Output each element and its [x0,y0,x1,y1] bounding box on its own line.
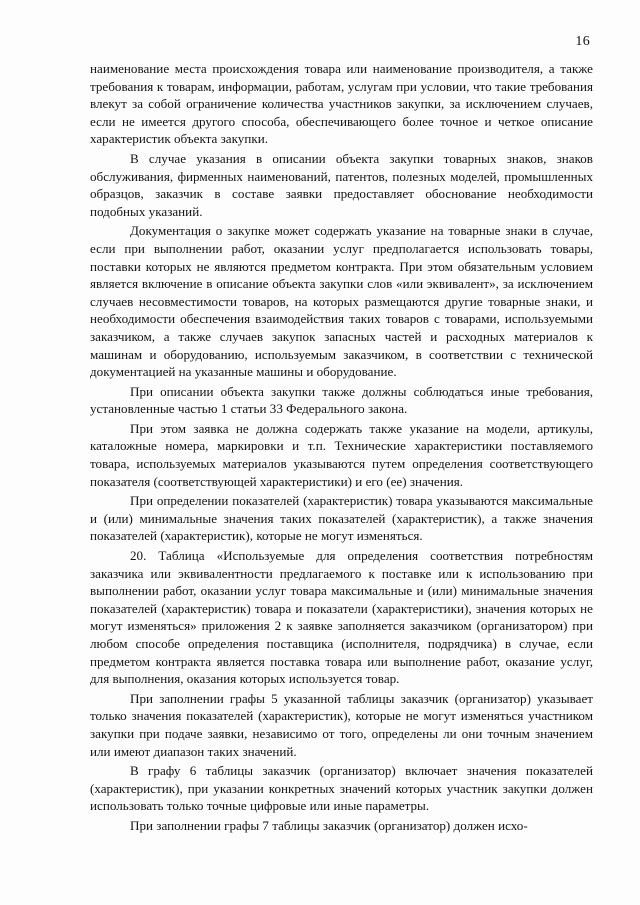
paragraph-section-20: 20. Таблица «Используемые для определения соответствия потребностям заказчика или эквивалентности предлагаемого к поставке или к использованию при выполнении работ, оказании услуг товара максимальные и (или) минимальные значения показателей (характеристик) товара и показатели (характеристики), значения которых не могут изменяться» приложения 2 к заявке заполняется заказчиком (организатором) при любом способе определения поставщика (исполнителя, подрядчика) в случае, если предметом контракта является поставка товара или выполнение работ, оказание услуг, для выполнения, оказания которых используется товар. [90,548,593,687]
paragraph-column-6: В графу 6 таблицы заказчик (организатор) включает значения показателей (характеристик), при указании конкретных значений которых участник закупки должен использовать только точные цифровые или иные параметры. [90,763,593,814]
paragraph-column-5: При заполнении графы 5 указанной таблицы заказчик (организатор) указывает только значения показателей (характеристик), которые не могут изменяться участником закупки при подаче заявки, независимо от того, определены ли они точным значением или имеют диапазон таких значений. [90,690,593,759]
page-number: 16 [575,34,590,49]
paragraph-continuation: наименование места происхождения товара или наименование производителя, а также требования к товарам, информации, работам, услугам при условии, что такие требования влекут за собой ограничение количества участников закупки, за исключением случаев, если не имеется другого способа, обеспечивающего более точное и четкое описание характеристик объекта закупки. [90,61,593,147]
paragraph-column-7: При заполнении графы 7 таблицы заказчик (организатор) должен исхо- [130,817,528,833]
paragraph-min-max-values: При определении показателей (характеристик) товара указываются максимальные и (или) минимальные значения таких показателей (характеристик), а также значения показателей (характеристик), которые не могут изменяться. [90,493,593,544]
paragraph-trademarks-documentation: Документация о закупке может содержать указание на товарные знаки в случае, если при выполнении работ, оказании услуг предполагается использовать товары, поставки которых не являются предметом контракта. При этом обязательным условием является включение в описание объекта закупки слов «или эквивалент», за исключением случаев несовместимости товаров, на которых размещаются другие товарные знаки, и необходимости обеспечения взаимодействия таких товаров с товарами, используемыми заказчиком, а также случаев закупок запасных частей и расходных материалов к машинам и оборудованию, используемым заказчиком, в соответствии с технической документацией на указанные машины и оборудование. [90,223,593,380]
paragraph-trademarks-justification: В случае указания в описании объекта закупки товарных знаков, знаков обслуживания, фирменных наименований, патентов, полезных моделей, промышленных образцов, заказчик в составе заявки предоставляет обоснование необходимости подобных указаний. [90,150,593,219]
document-body [90,60,593,835]
paragraph-no-models: При этом заявка не должна содержать также указание на модели, артикулы, каталожные номера, маркировки и т.п. Технические характеристики поставляемого товара, используемых материалов указываются путем определения соответствующего показателя (соответствующей характеристики) и его (ее) значения. [90,420,593,489]
paragraph-other-requirements: При описании объекта закупки также должны соблюдаться иные требования, установленные частью 1 статьи 33 Федерального закона. [90,383,593,417]
